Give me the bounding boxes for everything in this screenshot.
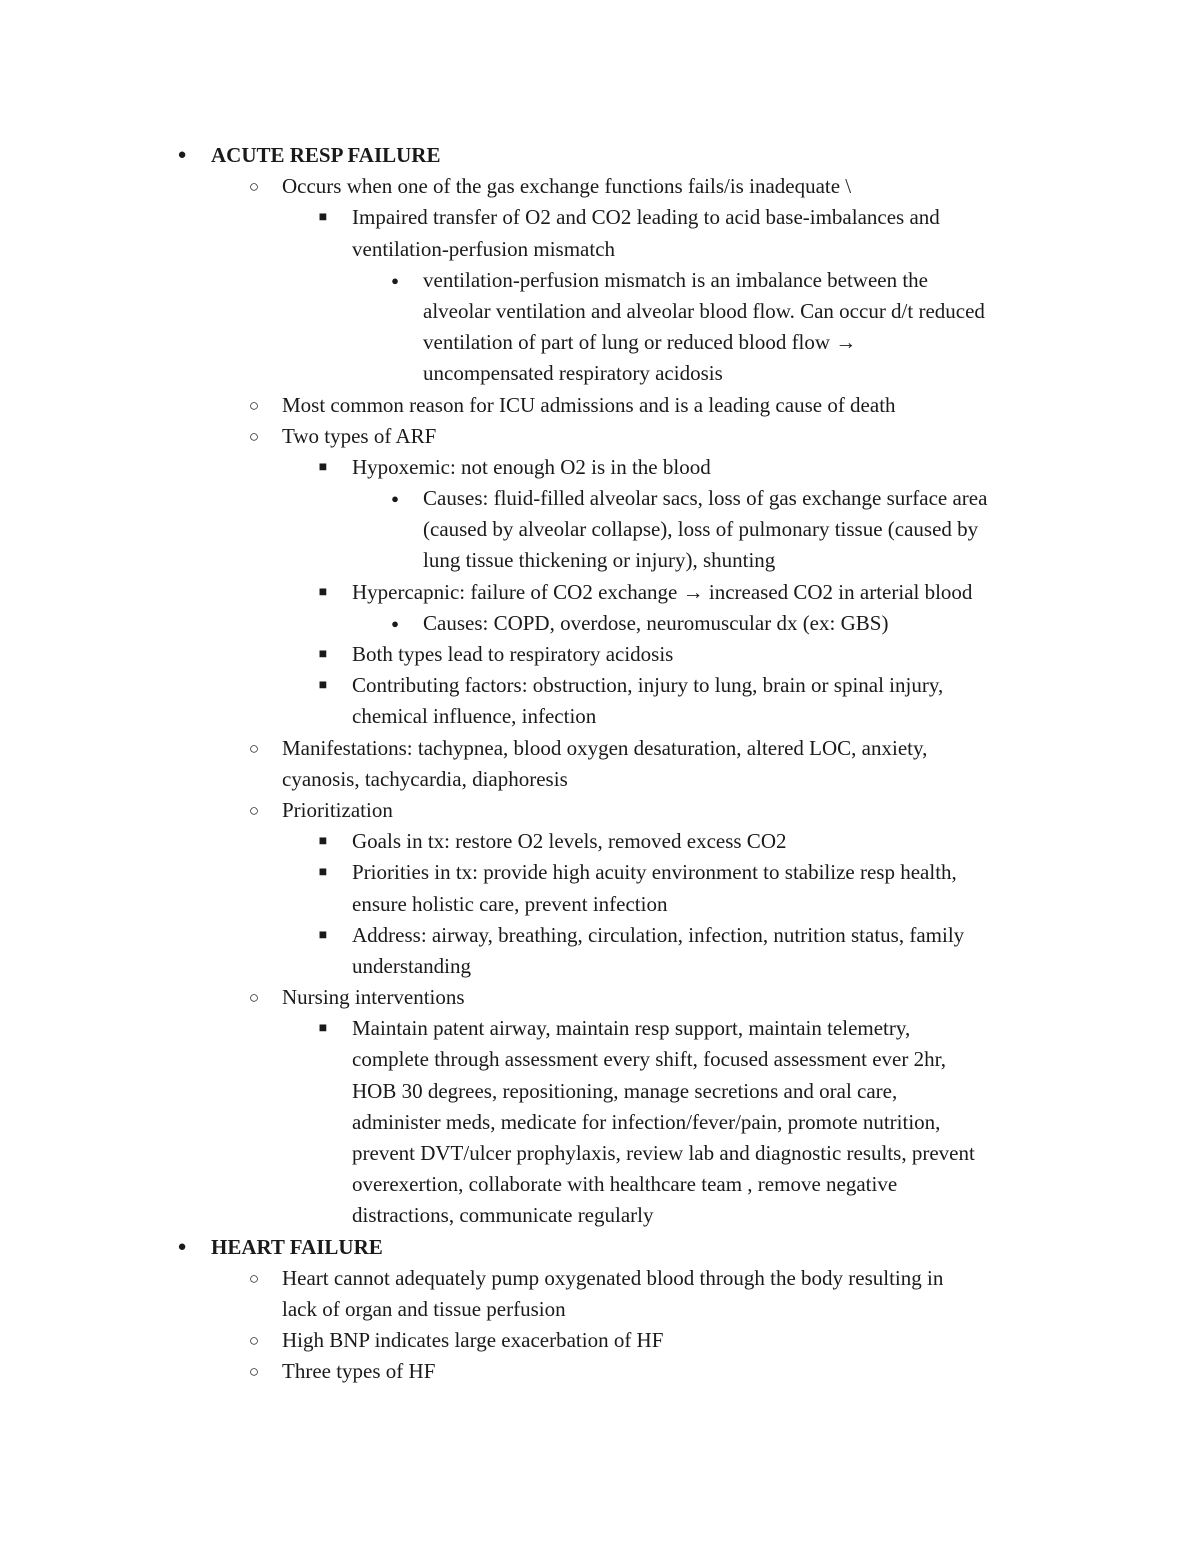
list-item-continuation — [0, 1107, 1200, 1138]
list-item-text: complete through assessment every shift, focused assessment ever 2hr, — [352, 1047, 946, 1072]
list-item — [0, 1013, 1200, 1044]
list-item-continuation — [0, 1169, 1200, 1200]
bullet-icon: ■ — [318, 1021, 328, 1037]
list-item-text: Causes: COPD, overdose, neuromuscular dx (ex: GBS) — [423, 610, 889, 635]
list-item-continuation — [0, 951, 1200, 982]
list-item — [0, 857, 1200, 888]
list-item-continuation — [0, 1044, 1200, 1075]
list-item-text: Most common reason for ICU admissions and is a leading cause of death — [282, 392, 896, 417]
list-item-continuation — [0, 514, 1200, 545]
bullet-icon: ■ — [318, 210, 328, 226]
list-item-text: Two types of ARF — [282, 423, 437, 448]
list-item — [0, 826, 1200, 857]
list-item-text: uncompensated respiratory acidosis — [423, 361, 723, 386]
bullet-icon: ■ — [318, 584, 328, 600]
list-item — [0, 265, 1200, 296]
list-item — [0, 982, 1200, 1013]
list-item-text: Manifestations: tachypnea, blood oxygen desaturation, altered LOC, anxiety, — [282, 735, 928, 760]
bullet-icon: ○ — [248, 177, 260, 197]
list-item — [0, 1263, 1200, 1294]
list-item-text: Contributing factors: obstruction, injury to lung, brain or spinal injury, — [352, 673, 944, 698]
list-item-text: Priorities in tx: provide high acuity environment to stabilize resp health, — [352, 860, 957, 885]
list-item-text: Impaired transfer of O2 and CO2 leading to acid base-imbalances and — [352, 205, 940, 230]
list-item-text: distractions, communicate regularly — [352, 1203, 654, 1228]
bullet-icon: ● — [391, 615, 399, 631]
list-item-text: chemical influence, infection — [352, 704, 597, 729]
list-item — [0, 733, 1200, 764]
bullet-icon: ■ — [318, 647, 328, 662]
bullet-icon: ○ — [248, 800, 260, 820]
bullet-icon: ○ — [248, 988, 260, 1008]
document-page — [0, 140, 1200, 1388]
list-item-text: cyanosis, tachycardia, diaphoresis — [282, 766, 568, 791]
list-item-continuation — [0, 327, 1200, 358]
list-item-text: Causes: fluid-filled alveolar sacs, loss of gas exchange surface area — [423, 486, 988, 511]
list-item-continuation — [0, 1294, 1200, 1325]
bullet-icon: ○ — [248, 395, 260, 415]
bullet-icon: ■ — [318, 927, 328, 943]
list-item-text: lung tissue thickening or injury), shunting — [423, 548, 776, 573]
list-item-text: Heart cannot adequately pump oxygenated blood through the body resulting in — [282, 1265, 944, 1290]
section-heading: HEART FAILURE — [211, 1234, 383, 1259]
list-item — [0, 483, 1200, 514]
list-item — [0, 608, 1200, 639]
list-item-text: ventilation-perfusion mismatch is an imbalance between the — [423, 267, 929, 292]
list-item — [0, 140, 1200, 171]
list-item — [0, 171, 1200, 202]
bullet-icon: ■ — [318, 678, 328, 694]
list-item-continuation — [0, 764, 1200, 795]
list-item-continuation — [0, 701, 1200, 732]
bullet-icon: ● — [391, 272, 399, 288]
list-item — [0, 795, 1200, 826]
list-item — [0, 1232, 1200, 1263]
list-item — [0, 202, 1200, 233]
list-item-text: prevent DVT/ulcer prophylaxis, review lab and diagnostic results, prevent — [352, 1141, 975, 1165]
list-item-text: (caused by alveolar collapse), loss of pulmonary tissue (caused by — [423, 517, 979, 542]
list-item — [0, 452, 1200, 483]
list-item-text: Prioritization — [282, 797, 393, 822]
list-item-text: Goals in tx: restore O2 levels, removed excess CO2 — [352, 829, 787, 854]
list-item-continuation — [0, 234, 1200, 265]
list-item — [0, 670, 1200, 701]
list-item-text: administer meds, medicate for infection/fever/pain, promote nutrition, — [352, 1109, 941, 1134]
bullet-icon: ○ — [248, 1331, 260, 1351]
list-item-text: Hypercapnic: failure of CO2 exchange → increased CO2 in arterial blood — [352, 579, 973, 604]
list-item-continuation — [0, 358, 1200, 389]
list-item-continuation — [0, 1138, 1200, 1169]
bullet-icon: ■ — [318, 459, 328, 475]
list-item-text: Three types of HF — [282, 1359, 436, 1384]
list-item-continuation — [0, 889, 1200, 920]
list-item-text: Occurs when one of the gas exchange functions fails/is inadequate \ — [282, 174, 852, 199]
bullet-icon: ○ — [248, 738, 260, 758]
list-item-text: ensure holistic care, prevent infection — [352, 891, 668, 916]
list-item-text: understanding — [352, 953, 471, 978]
list-item-continuation — [0, 296, 1200, 327]
list-item-continuation — [0, 545, 1200, 576]
list-item — [0, 421, 1200, 452]
list-item — [0, 639, 1200, 670]
list-item — [0, 577, 1200, 608]
list-item-text: Nursing interventions — [282, 985, 465, 1010]
list-item — [0, 390, 1200, 421]
bullet-icon: ○ — [248, 426, 260, 446]
list-item-continuation — [0, 1200, 1200, 1231]
list-item-text: HOB 30 degrees, repositioning, manage secretions and oral care, — [352, 1078, 898, 1103]
list-item-text: ventilation of part of lung or reduced blood flow → — [423, 330, 857, 355]
bullet-icon: ● — [391, 491, 399, 507]
list-item-text: Both types lead to respiratory acidosis — [352, 642, 674, 666]
list-item-text: overexertion, collaborate with healthcare team , remove negative — [352, 1172, 898, 1197]
list-item — [0, 1356, 1200, 1387]
list-item — [0, 920, 1200, 951]
list-item-text: lack of organ and tissue perfusion — [282, 1296, 566, 1321]
list-item-text: ventilation-perfusion mismatch — [352, 236, 616, 261]
bullet-icon: ● — [177, 147, 187, 163]
bullet-icon: ○ — [248, 1362, 260, 1382]
list-item-text: alveolar ventilation and alveolar blood flow. Can occur d/t reduced — [423, 298, 985, 323]
list-item-text: High BNP indicates large exacerbation of HF — [282, 1328, 664, 1353]
list-item — [0, 1325, 1200, 1356]
list-item-text: Address: airway, breathing, circulation, infection, nutrition status, family — [352, 922, 965, 947]
list-item-continuation — [0, 1076, 1200, 1107]
list-item-text: Maintain patent airway, maintain resp support, maintain telemetry, — [352, 1016, 911, 1041]
section-heading: ACUTE RESP FAILURE — [211, 143, 441, 167]
list-item-text: Hypoxemic: not enough O2 is in the blood — [352, 454, 711, 479]
bullet-icon: ■ — [318, 834, 328, 850]
bullet-icon: ■ — [318, 865, 328, 881]
bullet-icon: ● — [177, 1238, 187, 1255]
bullet-icon: ○ — [248, 1268, 260, 1288]
